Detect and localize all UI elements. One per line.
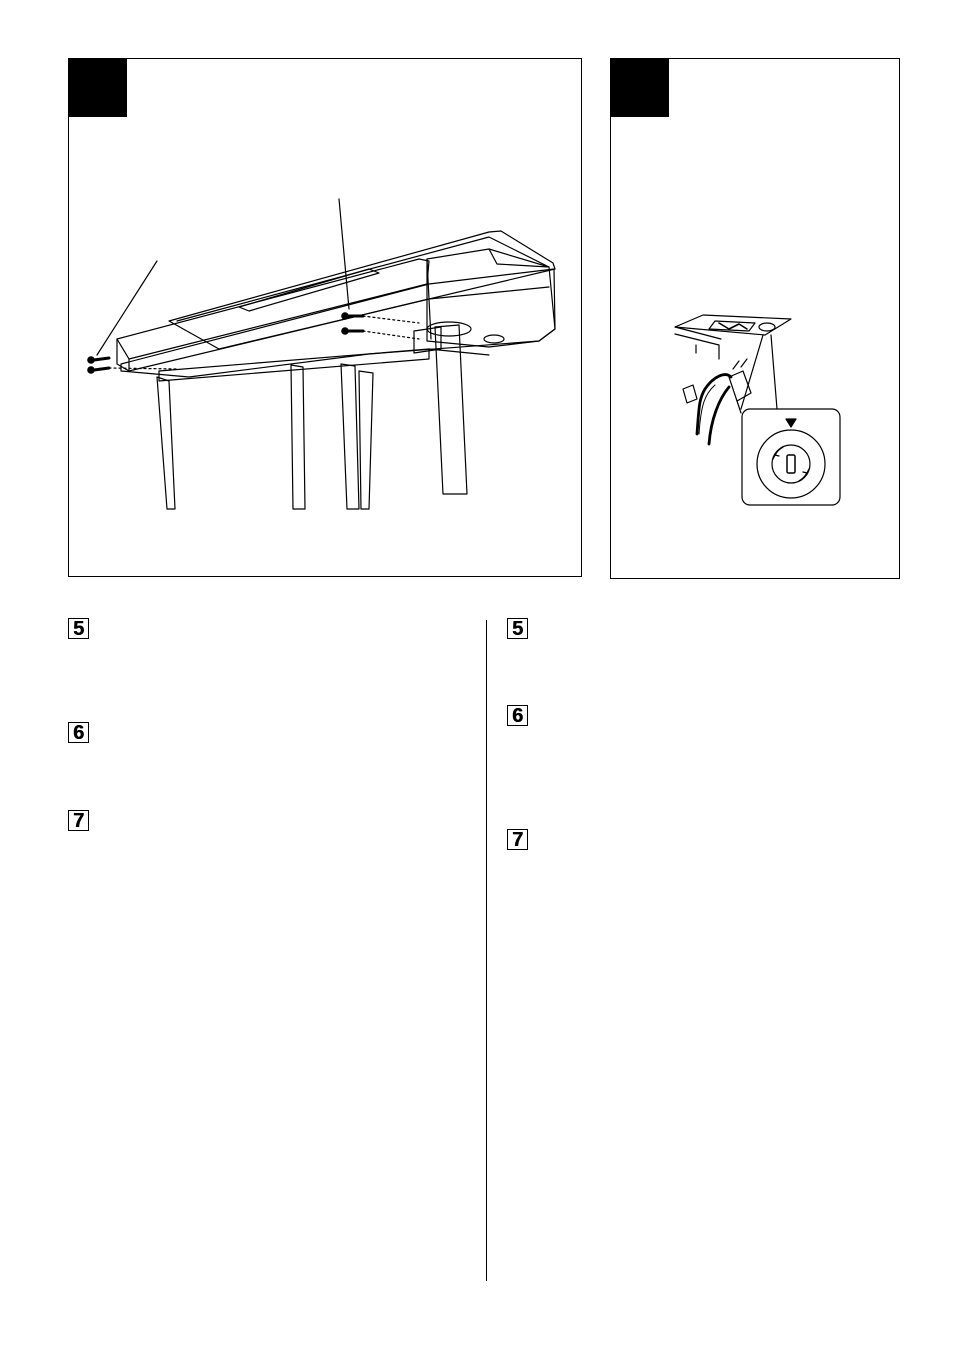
step-marker-7-right	[507, 829, 528, 850]
step-number: 7	[72, 809, 85, 832]
connector-illustration	[611, 59, 901, 580]
figure-power-connector	[610, 58, 900, 579]
step-number: 6	[72, 721, 85, 744]
piano-illustration	[69, 59, 583, 578]
step-marker-5-right	[507, 618, 528, 639]
column-divider	[486, 620, 487, 1281]
step-marker-7-left	[68, 810, 89, 831]
step-number: 6	[511, 704, 524, 727]
step-marker-6-left	[68, 722, 89, 743]
step-number: 7	[511, 828, 524, 851]
step-marker-6-right	[507, 705, 528, 726]
step-marker-5-left	[68, 618, 89, 639]
figure-piano-assembly	[68, 58, 582, 577]
step-number: 5	[72, 617, 85, 640]
step-number: 5	[511, 617, 524, 640]
